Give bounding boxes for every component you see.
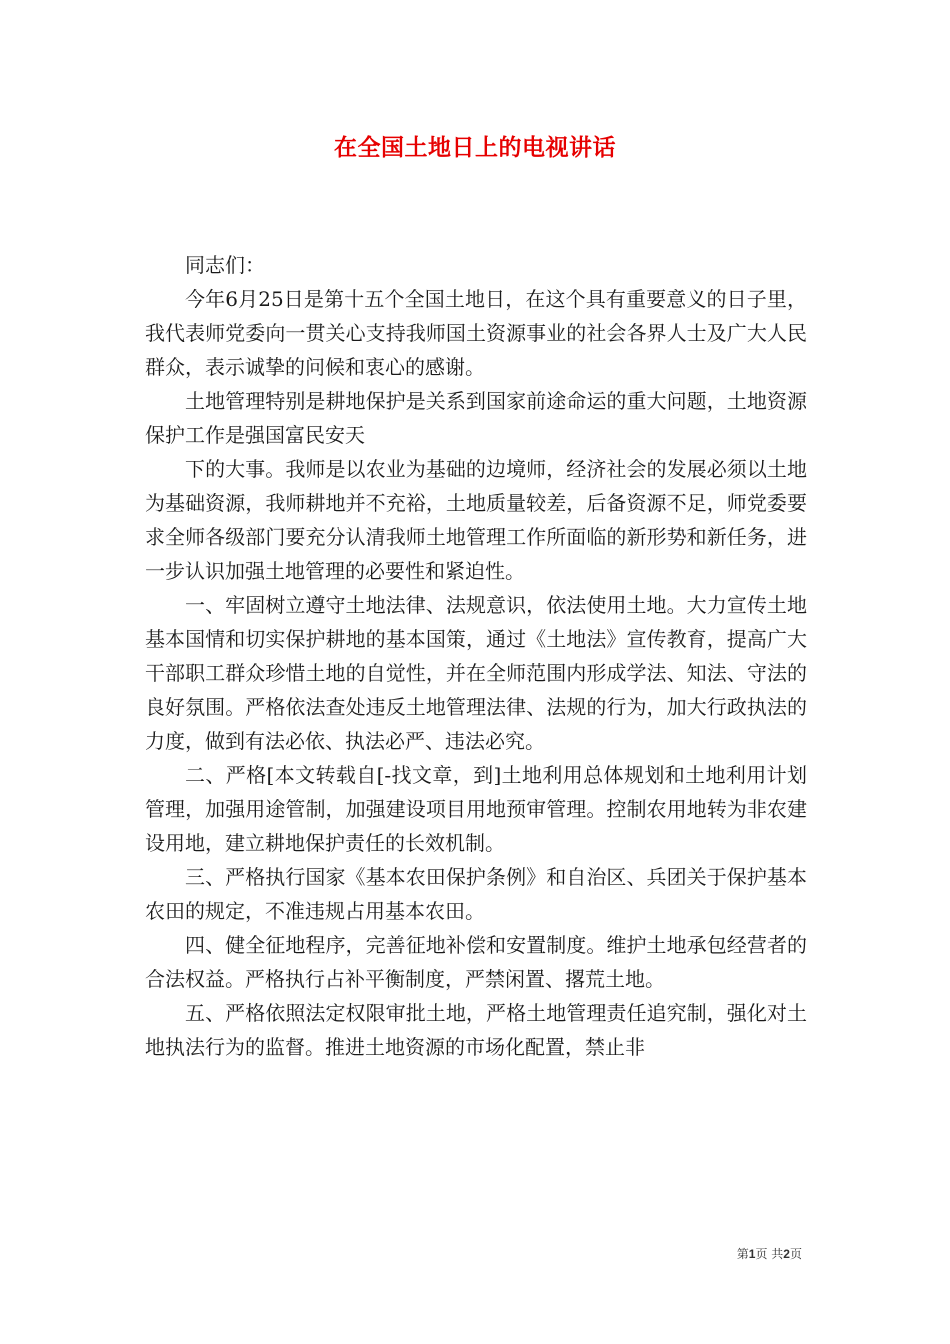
footer-total-pages: 2: [783, 1247, 790, 1261]
paragraph-point-3: 三、严格执行国家《基本农田保护条例》和自治区、兵团关于保护基本农田的规定，不准违规占用基本农田。: [145, 865, 807, 923]
document-body: [145, 248, 807, 1064]
paragraph-opening: 今年6月25日是第十五个全国土地日，在这个具有重要意义的日子里，我代表师党委向一贯关心支持我师国土资源事业的社会各界人士及广大人民群众，表示诚挚的问候和衷心的感谢。: [145, 287, 807, 379]
paragraph-point-4: 四、健全征地程序，完善征地补偿和安置制度。维护土地承包经营者的合法权益。严格执行占补平衡制度，严禁闲置、撂荒土地。: [145, 933, 807, 991]
footer-middle: 页 共: [755, 1247, 784, 1261]
paragraph-point-2: 二、严格[本文转载自[-找文章，到]土地利用总体规划和土地利用计划管理，加强用途管制，加强建设项目用地预审管理。控制农用地转为非农建设用地，建立耕地保护责任的长效机制。: [145, 763, 807, 855]
paragraph-point-1: 一、牢固树立遵守土地法律、法规意识，依法使用土地。大力宣传土地基本国情和切实保护耕地的基本国策，通过《土地法》宣传教育，提高广大干部职工群众珍惜土地的自觉性，并在全师范围内形成学法、知法、守法的良好氛围。严格依法查处违反土地管理法律、法规的行为，加大行政执法的力度，做到有法必依、执法必严、违法必究。: [145, 593, 807, 753]
document-title: 在全国土地日上的电视讲话: [334, 134, 616, 161]
footer-prefix: 第: [736, 1247, 749, 1261]
footer-page-number: 1: [748, 1247, 756, 1261]
paragraph-point-5: 五、严格依照法定权限审批土地，严格土地管理责任追究制，强化对土地执法行为的监督。推进土地资源的市场化配置，禁止非: [145, 1001, 807, 1059]
paragraph-division-situation: 下的大事。我师是以农业为基础的边境师，经济社会的发展必须以土地为基础资源，我师耕地并不充裕，土地质量较差，后备资源不足，师党委要求全师各级部门要充分认清我师土地管理工作所面临的新形势和新任务，进一步认识加强土地管理的必要性和紧迫性。: [145, 457, 807, 583]
page-footer: [737, 1246, 802, 1262]
paragraph-land-management: 土地管理特别是耕地保护是关系到国家前途命运的重大问题，土地资源保护工作是强国富民安天: [145, 389, 807, 447]
footer-suffix: 页: [789, 1247, 802, 1261]
paragraph-salutation: 同志们：: [185, 253, 265, 277]
